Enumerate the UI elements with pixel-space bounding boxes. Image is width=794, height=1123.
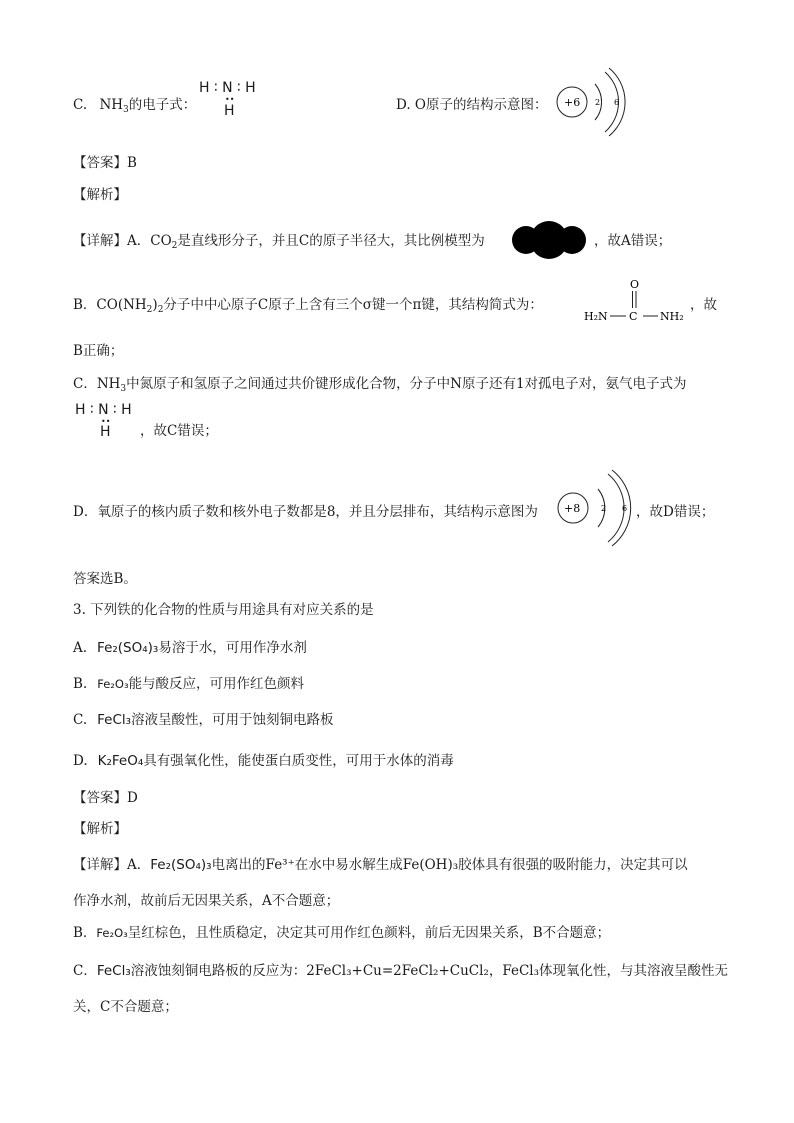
shell-2-count: 6 [622, 504, 628, 513]
urea-oxygen: O [630, 278, 640, 291]
detail-a: 【详解】A．$CO_2$是直线形分子，并且C的原子半径大，其比例模型为 [73, 233, 485, 251]
q3-option-b: B. Fe₂O₃能与酸反应，可用作红色颜料 [73, 676, 305, 692]
detail-a-end: ，故A错误； [594, 233, 672, 249]
nh3-formula: $NH_3$ [99, 97, 129, 115]
urea-left-amine: H₂N [584, 310, 608, 323]
shell-1-count: 2 [601, 504, 607, 513]
urea-carbon: C [629, 310, 638, 323]
co2-space-filling-model [506, 220, 592, 260]
option-d-text: D. O原子的结构示意图： [396, 97, 548, 113]
q3-stem: 3. 下列铁的化合物的性质与用途具有对应关系的是 [73, 602, 374, 618]
option-text: 的电子式： [128, 97, 197, 113]
detail-c: C．$NH_3$中氮原子和氢原子之间通过共价键形成化合物，分子中N原子还有1对孤电子对，氨气电子式为 [73, 376, 687, 394]
q3-answer: 【答案】D [73, 790, 138, 806]
formula: Fe₂O₃ [97, 677, 129, 691]
detail-d-end: ，故D错误； [636, 504, 715, 520]
urea-right-amine: NH₂ [660, 310, 684, 323]
q3-analysis: 【解析】 [73, 821, 127, 837]
detail-b-line2: B正确； [73, 343, 124, 359]
q3-detail-a-line2: 作净水剂，故前后无因果关系，A不合题意； [73, 893, 340, 909]
detail-b: B．$CO(NH_2)_2$分子中中心原子C原子上含有三个σ键一个π键，其结构简式为： [73, 297, 543, 315]
formula: FeCl₃ [97, 712, 132, 728]
nh3-electron-formula-2: H ∶ N ∶ H •• H [75, 402, 132, 440]
q2-analysis: 【解析】 [73, 187, 127, 203]
oxygen-atom-diagram [555, 66, 635, 142]
q3-option-c: C. FeCl₃溶液呈酸性，可用于蚀刻铜电路板 [73, 712, 334, 728]
urea-structure [582, 276, 688, 326]
option-letter: C. [73, 97, 88, 113]
q3-detail-c-line2: 关，C不合题意； [73, 999, 178, 1015]
option-c-line [73, 93, 196, 113]
detail-b-end: ，故 [690, 297, 717, 313]
formula: Fe₂(SO₄)₃ [150, 857, 212, 873]
shell-1-count: 2 [595, 98, 601, 107]
q3-detail-a: 【详解】A．Fe₂(SO₄)₃电离出的Fe³⁺在水中易水解生成Fe(OH)₃胶体具有很强的吸附能力，决定其可以 [73, 857, 688, 873]
formula: FeCl₃ [96, 963, 131, 979]
q3-detail-b: B．Fe₂O₃呈红棕色，且性质稳定，决定其可用作红色颜料，前后无因果关系，B不合题意； [73, 925, 611, 941]
shell-2-count: 6 [614, 98, 620, 107]
detail-c-end: ，故C错误； [140, 423, 218, 439]
q3-option-d: D. K₂FeO₄具有强氧化性，能使蛋白质变性，可用于水体的消毒 [73, 753, 454, 769]
nucleus-charge: +6 [564, 96, 581, 109]
q3-detail-c: C．FeCl₃溶液蚀刻铜电路板的反应为：2FeCl₃+Cu=2FeCl₂+CuCl₂，FeCl₃体现氧化性，与其溶液呈酸性无 [73, 963, 729, 979]
formula: Fe₂(SO₄)₃ [97, 640, 159, 656]
nucleus-charge: +8 [564, 502, 581, 515]
formula: K₂FeO₄ [97, 753, 144, 769]
formula: Fe₂O₃ [96, 926, 128, 940]
q3-option-a: A. Fe₂(SO₄)₃易溶于水，可用作净水剂 [73, 640, 307, 656]
oxygen-atom-diagram-2 [554, 468, 640, 548]
final-answer: 答案选B。 [73, 571, 137, 587]
q2-answer: 【答案】B [73, 155, 137, 171]
detail-d: D．氧原子的核内质子数和核外电子数都是8，并且分层排布，其结构示意图为 [73, 504, 538, 520]
nh3-electron-formula: H ∶ N ∶ H •• H [199, 80, 256, 119]
